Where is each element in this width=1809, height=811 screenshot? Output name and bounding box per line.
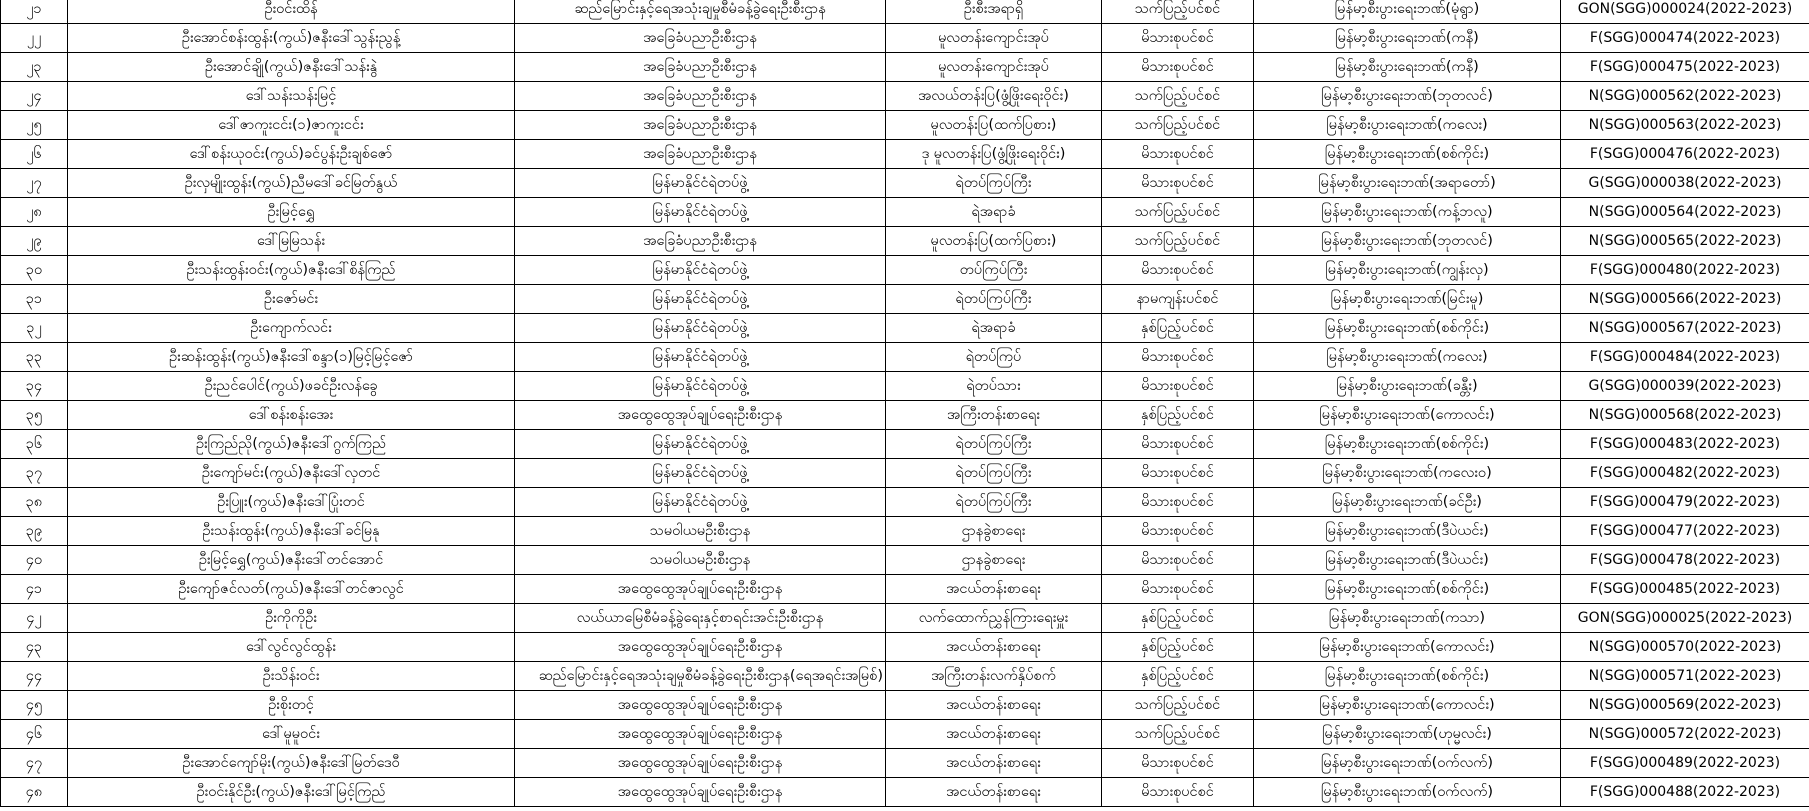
- name-cell: ဦးသိန်းဝင်း: [68, 662, 515, 691]
- name-cell: ဒေါ်စန်းစန်းအေး: [68, 401, 515, 430]
- bank-branch-cell: မြန်မာ့စီးပွားရေးဘဏ်(ဒီပဲယင်း): [1254, 546, 1561, 575]
- row-number-cell: ၄၂: [1, 604, 68, 633]
- row-number-cell: ၄၅: [1, 691, 68, 720]
- table-row: [1, 633, 1809, 662]
- name-cell: ဦးကြည်ညို(ကွယ်)ဇနီးဒေါ်ဂွက်ကြည်: [68, 430, 515, 459]
- rank-cell: အငယ်တန်းစာရေး: [886, 778, 1102, 807]
- registration-number-cell: F(SGG)000482(2022-2023): [1561, 459, 1809, 488]
- registration-number-cell: F(SGG)000479(2022-2023): [1561, 488, 1809, 517]
- bank-branch-cell: မြန်မာ့စီးပွားရေးဘဏ်(မြင်းမူ): [1254, 285, 1561, 314]
- row-number-cell: ၃၇: [1, 459, 68, 488]
- rank-cell: တပ်ကြပ်ကြီး: [886, 256, 1102, 285]
- department-cell: မြန်မာနိုင်ငံရဲတပ်ဖွဲ့: [515, 198, 886, 227]
- registration-number-cell: N(SGG)000570(2022-2023): [1561, 633, 1809, 662]
- name-cell: ဦးစိုးတင့်: [68, 691, 515, 720]
- rank-cell: ရဲတပ်သား: [886, 372, 1102, 401]
- rank-cell: ဒု မူလတန်းပြ(ဖွံ့ဖြိုးရေးဝိုင်း): [886, 140, 1102, 169]
- rank-cell: ရဲတပ်ကြပ်ကြီး: [886, 430, 1102, 459]
- rank-cell: အငယ်တန်းစာရေး: [886, 575, 1102, 604]
- bank-branch-cell: မြန်မာ့စီးပွားရေးဘဏ်(စစ်ကိုင်း): [1254, 140, 1561, 169]
- row-number-cell: ၂၉: [1, 227, 68, 256]
- pension-type-cell: မိသားစုပင်စင်: [1102, 517, 1254, 546]
- table-row: [1, 227, 1809, 256]
- pension-type-cell: နှစ်ပြည့်ပင်စင်: [1102, 604, 1254, 633]
- registration-number-cell: F(SGG)000476(2022-2023): [1561, 140, 1809, 169]
- department-cell: ဆည်မြောင်းနှင့်ရေအသုံးချမှုစီမံခန့်ခွဲရေးဦးစီးဌာန: [515, 0, 886, 24]
- row-number-cell: ၄၃: [1, 633, 68, 662]
- pension-type-cell: သက်ပြည့်ပင်စင်: [1102, 227, 1254, 256]
- rank-cell: အလယ်တန်းပြ(ဖွံ့ဖြိုးရေးဝိုင်း): [886, 82, 1102, 111]
- bank-branch-cell: မြန်မာ့စီးပွားရေးဘဏ်(ဘုတလင်): [1254, 227, 1561, 256]
- name-cell: ဦးမြင့်ရွှေ: [68, 198, 515, 227]
- table-row: [1, 169, 1809, 198]
- registration-number-cell: G(SGG)000038(2022-2023): [1561, 169, 1809, 198]
- row-number-cell: ၄၄: [1, 662, 68, 691]
- department-cell: မြန်မာနိုင်ငံရဲတပ်ဖွဲ့: [515, 343, 886, 372]
- rank-cell: အငယ်တန်းစာရေး: [886, 691, 1102, 720]
- pension-type-cell: မိသားစုပင်စင်: [1102, 140, 1254, 169]
- row-number-cell: ၃၈: [1, 488, 68, 517]
- bank-branch-cell: မြန်မာ့စီးပွားရေးဘဏ်(ကောလင်း): [1254, 401, 1561, 430]
- bank-branch-cell: မြန်မာ့စီးပွားရေးဘဏ်(ဝက်လက်): [1254, 778, 1561, 807]
- rank-cell: ရဲတပ်ကြပ်: [886, 343, 1102, 372]
- row-number-cell: ၃၁: [1, 285, 68, 314]
- pension-type-cell: မိသားစုပင်စင်: [1102, 53, 1254, 82]
- department-cell: အခြေခံပညာဦးစီးဌာန: [515, 82, 886, 111]
- rank-cell: ရဲတပ်ကြပ်ကြီး: [886, 285, 1102, 314]
- pension-type-cell: မိသားစုပင်စင်: [1102, 430, 1254, 459]
- row-number-cell: ၂၇: [1, 169, 68, 198]
- registration-number-cell: G(SGG)000039(2022-2023): [1561, 372, 1809, 401]
- rank-cell: ဌာနခွဲစာရေး: [886, 546, 1102, 575]
- registration-number-cell: F(SGG)000483(2022-2023): [1561, 430, 1809, 459]
- row-number-cell: ၃၂: [1, 314, 68, 343]
- table-row: [1, 24, 1809, 53]
- name-cell: ဦးညင်ပေါင်(ကွယ်)ဖခင်ဦးလန်ခွေ: [68, 372, 515, 401]
- registration-number-cell: N(SGG)000572(2022-2023): [1561, 720, 1809, 749]
- registration-number-cell: N(SGG)000563(2022-2023): [1561, 111, 1809, 140]
- department-cell: အထွေထွေအုပ်ချုပ်ရေးဦးစီးဌာန: [515, 633, 886, 662]
- pension-type-cell: မိသားစုပင်စင်: [1102, 256, 1254, 285]
- rank-cell: အကြီးတန်းစာရေး: [886, 401, 1102, 430]
- registration-number-cell: N(SGG)000569(2022-2023): [1561, 691, 1809, 720]
- table-row: [1, 314, 1809, 343]
- bank-branch-cell: မြန်မာ့စီးပွားရေးဘဏ်(ကသာ): [1254, 604, 1561, 633]
- row-number-cell: ၂၂: [1, 24, 68, 53]
- table-row: [1, 198, 1809, 227]
- pension-type-cell: သက်ပြည့်ပင်စင်: [1102, 691, 1254, 720]
- department-cell: မြန်မာနိုင်ငံရဲတပ်ဖွဲ့: [515, 314, 886, 343]
- row-number-cell: ၃၃: [1, 343, 68, 372]
- name-cell: ဦးလှမျိုးထွန်း(ကွယ်)ညီမဒေါ်ခင်မြတ်နွယ်: [68, 169, 515, 198]
- rank-cell: အကြီးတန်းလက်နှိပ်စက်: [886, 662, 1102, 691]
- name-cell: ဦးကျောက်လင်း: [68, 314, 515, 343]
- table-row: [1, 401, 1809, 430]
- pension-type-cell: မိသားစုပင်စင်: [1102, 459, 1254, 488]
- name-cell: ဦးပြူး(ကွယ်)ဇနီးဒေါ်ပြုံးတင်: [68, 488, 515, 517]
- name-cell: ဦးဝင်းထိန်: [68, 0, 515, 24]
- department-cell: မြန်မာနိုင်ငံရဲတပ်ဖွဲ့: [515, 430, 886, 459]
- registration-number-cell: N(SGG)000562(2022-2023): [1561, 82, 1809, 111]
- row-number-cell: ၃၆: [1, 430, 68, 459]
- bank-branch-cell: မြန်မာ့စီးပွားရေးဘဏ်(စစ်ကိုင်း): [1254, 430, 1561, 459]
- registration-number-cell: N(SGG)000571(2022-2023): [1561, 662, 1809, 691]
- table-row: [1, 459, 1809, 488]
- registration-number-cell: N(SGG)000567(2022-2023): [1561, 314, 1809, 343]
- table-row: [1, 488, 1809, 517]
- row-number-cell: ၂၈: [1, 198, 68, 227]
- pension-type-cell: သက်ပြည့်ပင်စင်: [1102, 111, 1254, 140]
- department-cell: အခြေခံပညာဦးစီးဌာန: [515, 111, 886, 140]
- department-cell: အထွေထွေအုပ်ချုပ်ရေးဦးစီးဌာန: [515, 575, 886, 604]
- rank-cell: ဌာနခွဲစာရေး: [886, 517, 1102, 546]
- name-cell: ဦးဝင်းနိုင်ဦး(ကွယ်)ဇနီးဒေါ်မြင့်ကြည်: [68, 778, 515, 807]
- registration-number-cell: F(SGG)000478(2022-2023): [1561, 546, 1809, 575]
- bank-branch-cell: မြန်မာ့စီးပွားရေးဘဏ်(မုံရွာ): [1254, 0, 1561, 24]
- registration-number-cell: F(SGG)000484(2022-2023): [1561, 343, 1809, 372]
- pension-type-cell: မိသားစုပင်စင်: [1102, 488, 1254, 517]
- department-cell: မြန်မာနိုင်ငံရဲတပ်ဖွဲ့: [515, 285, 886, 314]
- department-cell: မြန်မာနိုင်ငံရဲတပ်ဖွဲ့: [515, 169, 886, 198]
- rank-cell: လက်ထောက်ညွှန်ကြားရေးမှူး: [886, 604, 1102, 633]
- bank-branch-cell: မြန်မာ့စီးပွားရေးဘဏ်(စစ်ကိုင်း): [1254, 314, 1561, 343]
- rank-cell: အငယ်တန်းစာရေး: [886, 720, 1102, 749]
- department-cell: အထွေထွေအုပ်ချုပ်ရေးဦးစီးဌာန: [515, 720, 886, 749]
- department-cell: အထွေထွေအုပ်ချုပ်ရေးဦးစီးဌာန: [515, 691, 886, 720]
- pension-type-cell: သက်ပြည့်ပင်စင်: [1102, 82, 1254, 111]
- table-row: [1, 53, 1809, 82]
- bank-branch-cell: မြန်မာ့စီးပွားရေးဘဏ်(ကလေး): [1254, 343, 1561, 372]
- name-cell: ဦးကျော်ဇင်လတ်(ကွယ်)ဇနီးဒေါ်တင်ဇာလွင်: [68, 575, 515, 604]
- row-number-cell: ၃၅: [1, 401, 68, 430]
- rank-cell: ရဲတပ်ကြပ်ကြီး: [886, 488, 1102, 517]
- row-number-cell: ၃၄: [1, 372, 68, 401]
- row-number-cell: ၄၀: [1, 546, 68, 575]
- pension-type-cell: နှစ်ပြည့်ပင်စင်: [1102, 662, 1254, 691]
- name-cell: ဦးသန်းထွန်းဝင်း(ကွယ်)ဇနီးဒေါ်စိန်ကြည်: [68, 256, 515, 285]
- table-row: [1, 372, 1809, 401]
- rank-cell: မူလတန်းကျောင်းအုပ်: [886, 24, 1102, 53]
- name-cell: ဒေါ်စန်းယုဝင်း(ကွယ်)ခင်ပွန်းဦးချစ်ဇော်: [68, 140, 515, 169]
- registration-number-cell: F(SGG)000477(2022-2023): [1561, 517, 1809, 546]
- rank-cell: မူလတန်းကျောင်းအုပ်: [886, 53, 1102, 82]
- department-cell: မြန်မာနိုင်ငံရဲတပ်ဖွဲ့: [515, 488, 886, 517]
- rank-cell: ရဲတပ်ကြပ်ကြီး: [886, 169, 1102, 198]
- table-body: [1, 0, 1809, 807]
- name-cell: ဒေါ်မြမြသန်း: [68, 227, 515, 256]
- name-cell: ဦးကျော်မင်း(ကွယ်)ဇနီးဒေါ်လှတင်: [68, 459, 515, 488]
- department-cell: အခြေခံပညာဦးစီးဌာန: [515, 24, 886, 53]
- table-row: [1, 82, 1809, 111]
- pension-type-cell: မိသားစုပင်စင်: [1102, 343, 1254, 372]
- department-cell: သမဝါယမဦးစီးဌာန: [515, 546, 886, 575]
- row-number-cell: ၂၆: [1, 140, 68, 169]
- row-number-cell: ၄၈: [1, 778, 68, 807]
- registration-number-cell: F(SGG)000475(2022-2023): [1561, 53, 1809, 82]
- name-cell: ဦးမြင့်ရွှေ(ကွယ်)ဇနီးဒေါ်တင်အောင်: [68, 546, 515, 575]
- registration-number-cell: GON(SGG)000025(2022-2023): [1561, 604, 1809, 633]
- table-row: [1, 604, 1809, 633]
- registration-number-cell: F(SGG)000489(2022-2023): [1561, 749, 1809, 778]
- department-cell: မြန်မာနိုင်ငံရဲတပ်ဖွဲ့: [515, 372, 886, 401]
- name-cell: ဦးဆန်းထွန်း(ကွယ်)ဇနီးဒေါ်စန္ဒာ(၁)မြင့်မြင့်ဇော်: [68, 343, 515, 372]
- pension-type-cell: နှစ်ပြည့်ပင်စင်: [1102, 633, 1254, 662]
- rank-cell: ရဲတပ်ကြပ်ကြီး: [886, 459, 1102, 488]
- table-row: [1, 256, 1809, 285]
- registration-number-cell: F(SGG)000480(2022-2023): [1561, 256, 1809, 285]
- pension-type-cell: မိသားစုပင်စင်: [1102, 546, 1254, 575]
- row-number-cell: ၃၉: [1, 517, 68, 546]
- row-number-cell: ၄၁: [1, 575, 68, 604]
- name-cell: ဦးသန်းထွန်း(ကွယ်)ဇနီးဒေါ်ခင်မြနု: [68, 517, 515, 546]
- rank-cell: မူလတန်းပြ(ထက်ပြစား): [886, 227, 1102, 256]
- bank-branch-cell: မြန်မာ့စီးပွားရေးဘဏ်(စစ်ကိုင်း): [1254, 662, 1561, 691]
- pension-type-cell: မိသားစုပင်စင်: [1102, 24, 1254, 53]
- table-row: [1, 546, 1809, 575]
- registration-number-cell: N(SGG)000564(2022-2023): [1561, 198, 1809, 227]
- rank-cell: ရဲအရာခံ: [886, 314, 1102, 343]
- rank-cell: မူလတန်းပြ(ထက်ပြစား): [886, 111, 1102, 140]
- pension-type-cell: မိသားစုပင်စင်: [1102, 749, 1254, 778]
- bank-branch-cell: မြန်မာ့စီးပွားရေးဘဏ်(ဟုမ္မလင်း): [1254, 720, 1561, 749]
- name-cell: ဦးအောင်ကျော်မိုး(ကွယ်)ဇနီးဒေါ်မြတ်ဒေဝီ: [68, 749, 515, 778]
- name-cell: ဒေါ်ဇာကူးငင်း(၁)ဇာကူးငင်း: [68, 111, 515, 140]
- registration-number-cell: GON(SGG)000024(2022-2023): [1561, 0, 1809, 24]
- bank-branch-cell: မြန်မာ့စီးပွားရေးဘဏ်(ကောလင်း): [1254, 691, 1561, 720]
- row-number-cell: ၂၃: [1, 53, 68, 82]
- bank-branch-cell: မြန်မာ့စီးပွားရေးဘဏ်(ဘုတလင်): [1254, 82, 1561, 111]
- pension-type-cell: သက်ပြည့်ပင်စင်: [1102, 720, 1254, 749]
- bank-branch-cell: မြန်မာ့စီးပွားရေးဘဏ်(ဝက်လက်): [1254, 749, 1561, 778]
- name-cell: ဒေါ်လွင်လွင်ထွန်း: [68, 633, 515, 662]
- registration-number-cell: N(SGG)000568(2022-2023): [1561, 401, 1809, 430]
- name-cell: ဦးအောင်ချို(ကွယ်)ဇနီးဒေါ်သန်းနွဲ: [68, 53, 515, 82]
- name-cell: ဒေါ်သန်းသန်းမြင့်: [68, 82, 515, 111]
- bank-branch-cell: မြန်မာ့စီးပွားရေးဘဏ်(ကနီ): [1254, 24, 1561, 53]
- name-cell: ဦးအောင်စန်းထွန်း(ကွယ်)ဇနီးဒေါ်သွန်းညွန့်: [68, 24, 515, 53]
- name-cell: ဦးကိုကိုဦး: [68, 604, 515, 633]
- pension-type-cell: နာမကျန်းပင်စင်: [1102, 285, 1254, 314]
- pension-type-cell: မိသားစုပင်စင်: [1102, 169, 1254, 198]
- registration-number-cell: N(SGG)000565(2022-2023): [1561, 227, 1809, 256]
- pension-type-cell: မိသားစုပင်စင်: [1102, 575, 1254, 604]
- rank-cell: အငယ်တန်းစာရေး: [886, 749, 1102, 778]
- table-row: [1, 720, 1809, 749]
- department-cell: အထွေထွေအုပ်ချုပ်ရေးဦးစီးဌာန: [515, 778, 886, 807]
- registration-number-cell: F(SGG)000488(2022-2023): [1561, 778, 1809, 807]
- name-cell: ဦးဇော်မင်း: [68, 285, 515, 314]
- table-row: [1, 749, 1809, 778]
- registration-number-cell: F(SGG)000485(2022-2023): [1561, 575, 1809, 604]
- bank-branch-cell: မြန်မာ့စီးပွားရေးဘဏ်(ကျွန်းလှ): [1254, 256, 1561, 285]
- bank-branch-cell: မြန်မာ့စီးပွားရေးဘဏ်(ခန္တီး): [1254, 372, 1561, 401]
- pension-type-cell: သက်ပြည့်ပင်စင်: [1102, 0, 1254, 24]
- pension-type-cell: မိသားစုပင်စင်: [1102, 778, 1254, 807]
- name-cell: ဒေါ်မူမူဝင်း: [68, 720, 515, 749]
- table-row: [1, 343, 1809, 372]
- table-row: [1, 575, 1809, 604]
- row-number-cell: ၄၇: [1, 749, 68, 778]
- table-row: [1, 662, 1809, 691]
- bank-branch-cell: မြန်မာ့စီးပွားရေးဘဏ်(ကနီ): [1254, 53, 1561, 82]
- department-cell: အခြေခံပညာဦးစီးဌာန: [515, 53, 886, 82]
- department-cell: အထွေထွေအုပ်ချုပ်ရေးဦးစီးဌာန: [515, 401, 886, 430]
- table-row: [1, 430, 1809, 459]
- pension-type-cell: မိသားစုပင်စင်: [1102, 372, 1254, 401]
- row-number-cell: ၂၅: [1, 111, 68, 140]
- table-row: [1, 285, 1809, 314]
- bank-branch-cell: မြန်မာ့စီးပွားရေးဘဏ်(ခင်ဦး): [1254, 488, 1561, 517]
- table-row: [1, 778, 1809, 807]
- row-number-cell: ၃၀: [1, 256, 68, 285]
- bank-branch-cell: မြန်မာ့စီးပွားရေးဘဏ်(ကလေးဝ): [1254, 459, 1561, 488]
- pension-type-cell: နှစ်ပြည့်ပင်စင်: [1102, 314, 1254, 343]
- table-row: [1, 0, 1809, 24]
- department-cell: အခြေခံပညာဦးစီးဌာန: [515, 227, 886, 256]
- bank-branch-cell: မြန်မာ့စီးပွားရေးဘဏ်(ဒီပဲယင်း): [1254, 517, 1561, 546]
- bank-branch-cell: မြန်မာ့စီးပွားရေးဘဏ်(အရာတော်): [1254, 169, 1561, 198]
- bank-branch-cell: မြန်မာ့စီးပွားရေးဘဏ်(စစ်ကိုင်း): [1254, 575, 1561, 604]
- rank-cell: ရဲအရာခံ: [886, 198, 1102, 227]
- row-number-cell: ၂၁: [1, 0, 68, 24]
- rank-cell: ဦးစီးအရာရှိ: [886, 0, 1102, 24]
- pension-type-cell: နှစ်ပြည့်ပင်စင်: [1102, 401, 1254, 430]
- department-cell: လယ်ယာမြေစီမံခန့်ခွဲရေးနှင့်စာရင်းအင်းဦးစီးဌာန: [515, 604, 886, 633]
- table-row: [1, 140, 1809, 169]
- registration-number-cell: F(SGG)000474(2022-2023): [1561, 24, 1809, 53]
- table-row: [1, 111, 1809, 140]
- bank-branch-cell: မြန်မာ့စီးပွားရေးဘဏ်(ကန့်ဘလူ): [1254, 198, 1561, 227]
- department-cell: အထွေထွေအုပ်ချုပ်ရေးဦးစီးဌာန: [515, 749, 886, 778]
- department-cell: အခြေခံပညာဦးစီးဌာန: [515, 140, 886, 169]
- registration-number-cell: N(SGG)000566(2022-2023): [1561, 285, 1809, 314]
- pension-type-cell: သက်ပြည့်ပင်စင်: [1102, 198, 1254, 227]
- bank-branch-cell: မြန်မာ့စီးပွားရေးဘဏ်(ကလေး): [1254, 111, 1561, 140]
- department-cell: မြန်မာနိုင်ငံရဲတပ်ဖွဲ့: [515, 256, 886, 285]
- table-row: [1, 517, 1809, 546]
- table-row: [1, 691, 1809, 720]
- department-cell: သမဝါယမဦးစီးဌာန: [515, 517, 886, 546]
- department-cell: မြန်မာနိုင်ငံရဲတပ်ဖွဲ့: [515, 459, 886, 488]
- row-number-cell: ၄၆: [1, 720, 68, 749]
- bank-branch-cell: မြန်မာ့စီးပွားရေးဘဏ်(ကောလင်း): [1254, 633, 1561, 662]
- row-number-cell: ၂၄: [1, 82, 68, 111]
- department-cell: ဆည်မြောင်းနှင့်ရေအသုံးချမှုစီမံခန့်ခွဲရေးဦးစီးဌာန(ရေအရင်းအမြစ်): [515, 662, 886, 691]
- rank-cell: အငယ်တန်းစာရေး: [886, 633, 1102, 662]
